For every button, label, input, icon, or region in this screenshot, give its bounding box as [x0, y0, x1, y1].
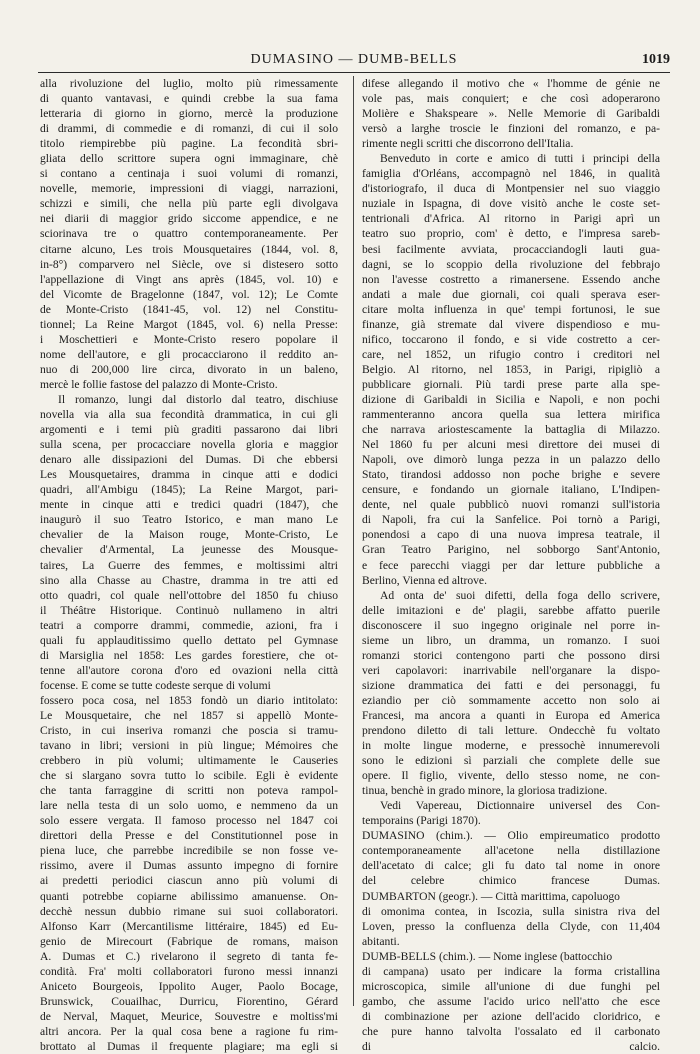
left-column-line: Le Mousquetaire, che nel 1857 si appellò Monte-: [40, 708, 338, 722]
right-column-line: di calcio.: [362, 1040, 660, 1053]
right-column-line: che pure hanno talvolta l'ossalato ed il carbonato: [362, 1024, 660, 1038]
left-column-line: quanti potrebbe copiarne abilissimo amanuense. On-: [40, 889, 338, 903]
right-column-line: dizione di Garibaldi in Sicilia e Napoli, e non pochi: [362, 392, 660, 406]
left-column-line: fossero poca cosa, nel 1853 fondò un diario intitolato:: [40, 693, 338, 707]
right-column-line: nifico, toccarono il fondo, e si vide costretto a cer-: [362, 332, 660, 346]
right-column-line: in molte lingue moderne, e pressochè innumerevoli: [362, 739, 660, 753]
left-column-line: mercè le follie fastose del palazzo di Monte-Cristo.: [40, 377, 278, 391]
left-column-line: argomenti e i temi più graditi passarono dai libri: [40, 423, 338, 437]
left-column-line: il Théâtre Historique. Continuò nullameno in altri: [40, 603, 338, 617]
right-column-line: rimente negli scritti che discorrono dell'Italia.: [362, 137, 574, 151]
right-column-line: d'istoriografo, il duca di Montpensier nel suo viaggio: [362, 182, 660, 196]
left-column-line: novelle, memorie, impressioni di viaggi, narrazioni,: [40, 182, 338, 196]
left-column-line: sulla scena, per procacciare novella gloria e maggior: [40, 438, 338, 452]
left-column-line: tionnel; La Reine Margot (1845, vol. 6) nella Presse:: [40, 317, 338, 331]
left-column-line: de Nerval, Maquet, Meurice, Souvestre e moltiss'mi: [40, 1009, 338, 1023]
right-column-line: Napoli, ove dimorò lunga pezza in un palazzo dello: [362, 453, 660, 467]
left-column-line: ai predetti periodici ciascun anno più volumi di: [40, 874, 338, 888]
header-rule: [38, 72, 670, 73]
left-column-line: denaro alle dissipazioni del Dumas. Di che ebbersi: [40, 453, 338, 467]
left-column-line: lare nella testa di un solo uomo, e nemmeno da un: [40, 799, 338, 813]
right-column-line: dagni, se lo scoppio della rivoluzione del febbrajo: [362, 257, 660, 271]
left-column: [40, 76, 338, 1054]
left-column-line: tenne all'autore corona d'oro ed ovazioni nella città: [40, 663, 338, 677]
left-column-line: novella via alla sua fecondità drammatica, in cui gli: [40, 408, 338, 422]
left-column-line: Les Mousquetaires, dramma in cinque atti e dodici: [40, 468, 338, 482]
left-column-line: otto quadri, col quale nell'ottobre del 1850 fu chiuso: [40, 588, 338, 602]
right-column-line: Benveduto in corte e amico di tutti i principi della: [380, 152, 660, 166]
left-column-line: sino alla Chasse au Chastre, dramma in tre atti ed: [40, 573, 338, 587]
right-column-line: dente, nel quale pubblicò nuovi romanzi sull'istoria: [362, 498, 660, 512]
left-column-line: focense. E come se tutte codeste serque di volumi: [40, 678, 271, 692]
right-column-line: besi facilmente avviata, procacciandogli lauti gua-: [362, 242, 660, 256]
left-column-line: si contano a centinaja i suoi volumi di romanzi,: [40, 167, 338, 181]
left-column-line: inaugurò il suo Teatro Istorico, e man mano Le: [40, 513, 338, 527]
column-divider: [353, 76, 354, 1006]
left-column-line: titolo riempirebbe più pagine. La fecondità sbri-: [40, 137, 338, 151]
left-column-line: nuo di 200,000 lire circa, divorato in un baleno,: [40, 362, 338, 376]
right-column-line: prendono diletto di tali letture. Ondecchè fu voltato: [362, 724, 660, 738]
left-column-line: l'appellazione di Vingt ans après (1845, vol. 10) e: [40, 272, 338, 286]
left-column-line: condità. Fra' molti collaboratori furono messi innanzi: [40, 964, 338, 978]
right-column-line: sieme un libro, un dramma, un romanzo. I suoi: [362, 633, 660, 647]
right-column-line: gambo, che assume l'acido urico nell'atto che esce: [362, 994, 660, 1008]
left-column-line: quali fu applauditissimo quello dettato pel Gymnase: [40, 633, 338, 647]
left-column-line: citarne alcuno, Les trois Mousquetaires (1844, vol. 8,: [40, 242, 338, 256]
right-column-line: finanze, già stremate dal vivere dispendioso e mu-: [362, 317, 660, 331]
right-column-line: Nel 1860 fu per alcuni mesi direttore dei musei di: [362, 438, 660, 452]
left-column-line: in-8°) comparvero nel Siècle, ove si distesero sotto: [40, 257, 338, 271]
right-column-line: nuziale in Ispagna, di dove visitò anche le coste set-: [362, 197, 660, 211]
left-column-line: taires, La Guerre des femmes, e moltissimi altri: [40, 558, 338, 572]
right-column-line: difese allegando il motivo che « l'homme de génie ne: [362, 77, 660, 90]
right-column-line: pubblicare giornali. Più tardi prese parte alla spe-: [362, 377, 660, 391]
left-column-line: di drammi, di commedie e di romanzi, di cui il solo: [40, 122, 338, 136]
left-column-line: sciorinava tre o quattro contemporaneamente. Per: [40, 227, 338, 241]
right-column-line: care, nel 1852, un rifugio contro i creditori nel: [362, 347, 660, 361]
left-column-line: letteraria di giorno in giorno, mercè la produzione: [40, 107, 338, 121]
right-column-line: abitanti.: [362, 934, 400, 948]
right-column-line: delle imitazioni e de' plagii, sarebbe affatto puerile: [362, 603, 660, 617]
right-column-line: del celebre chimico francese Dumas.: [362, 874, 660, 888]
right-column-line: dell'acetato di calce; gli fu dato tal nome in onore: [362, 859, 660, 873]
right-column-line: famiglia d'Orléans, accompagnò nel 1846, in qualità: [362, 167, 660, 181]
left-column-line: del Vicomte de Bragelonne (1847, vol. 12); Le Comte: [40, 287, 338, 301]
right-column-line: andati a male due giornali, coi quali sperava eser-: [362, 287, 660, 301]
right-column-line: citare molta influenza in que' tempi fortunosi, le sue: [362, 302, 660, 316]
page-number: 1019: [642, 52, 670, 67]
right-column-line: di omonima contea, in Iscozia, sulla sinistra riva del: [362, 904, 660, 918]
right-column-line: di campana) usato per indicare la forma cristallina: [362, 964, 660, 978]
right-column-line: di Napoli, fra cui la Sanfelice. Poi tornò a Parigi,: [362, 513, 660, 527]
left-column-line: piena luce, che parrebbe incredibile se non fosse ve-: [40, 844, 338, 858]
left-column-line: brottato al Dumas il frequente plagiare; ma egli si: [40, 1040, 338, 1053]
left-column-line: quadri, all'Ambigu (1845); La Reine Margot, pari-: [40, 483, 338, 497]
left-column-line: teatri a comporre drammi, commedie, azioni, fra i: [40, 618, 338, 632]
right-column-line: e fece parecchi viaggi per dar letture pubbliche a: [362, 558, 660, 572]
left-column-line: solo essere vergata. Il famoso processo nel 1847 coi: [40, 814, 338, 828]
right-column-line: di combinazione per azione dell'acido cloridrico, e: [362, 1009, 660, 1023]
left-column-line: chevalier de la Maison rouge, Monte-Cristo, Le: [40, 528, 338, 542]
left-column-line: Aniceto Bourgeois, Ippolito Auger, Paolo Bocage,: [40, 979, 338, 993]
left-column-line: Cristo, in cui inseriva romanzi che poscia si tramu-: [40, 724, 338, 738]
left-column-line: Brunswick, Couailhac, Durricu, Fiorentino, Gérard: [40, 994, 338, 1008]
right-column-line: vole pas, mais conquiert; e che così adoperarono: [362, 92, 660, 106]
left-column-line: crebbero in più volumi; ultimamente le Causeries: [40, 754, 338, 768]
right-column-line: Berlino, Vienna ed altrove.: [362, 573, 487, 587]
left-column-line: schizzi e simili, che nella più parte egli divolgava: [40, 197, 338, 211]
right-column-line: Ad onta de' suoi difetti, della foga dello scrivere,: [380, 588, 660, 602]
right-column-line: ponendosi a capo di una nuova impresa teatrale, il: [362, 528, 660, 542]
right-column-line: romanzi storici contengono parti che possono dirsi: [362, 648, 660, 662]
left-column-line: nei diarii di maggior grido siccome appendice, e ne: [40, 212, 338, 226]
right-column-line: tentrionali d'Africa. Al ritorno in Parigi aprì un: [362, 212, 660, 226]
right-column-line: contemporaneamente all'acetone nella distillazione: [362, 844, 660, 858]
left-column-line: direttori della Presse e del Constitutionnel pose in: [40, 829, 338, 843]
left-column-line: A. Dumas et C.) rivelarono il segreto di tanta fe-: [40, 949, 338, 963]
left-column-line: che tanta farraggine di scritti non poteva rampol-: [40, 784, 338, 798]
right-column-line: opere. Il figlio, vivente, dello stesso nome, ne con-: [362, 769, 660, 783]
right-column-line: che narrava ariostescamente la battaglia di Milazzo.: [362, 423, 660, 437]
right-column-line: teatro suo proprio, com' è detto, e l'impresa sareb-: [362, 227, 660, 241]
left-column-line: mente in cinque atti e tredici quadri (1847), che: [40, 498, 338, 512]
right-column-line: Loven, presso la confluenza della Clyde, con 11,404: [362, 919, 660, 933]
right-column-line: veri capolavori: inarrivabile nell'organare la dispo-: [362, 663, 660, 677]
left-column-line: gliata dello scrittore supera ogni immaginare, chè: [40, 152, 338, 166]
left-column-line: altri ancora. Per la qual cosa bene a ragione fu rim-: [40, 1024, 338, 1038]
right-column-line: disconoscere il suo ingegno originale nel porre in-: [362, 618, 660, 632]
right-column-line: versò a larghe troscie le finzioni del romanzo, e pa-: [362, 122, 660, 136]
right-column-line: Gran Teatro Parigino, nel sobborgo Sant'Antonio,: [362, 543, 660, 557]
left-column-line: decchè nessun dubbio rimane sui suoi collaboratori.: [40, 904, 338, 918]
left-column-line: che si slargano sovra tutto lo scibile. Egli è evidente: [40, 769, 338, 783]
right-column-line: microscopica, simile all'unione di due funghi pel: [362, 979, 660, 993]
left-column-line: de Monte-Cristo (1841-45, vol. 12) nel Constitu-: [40, 302, 338, 316]
left-column-line: nome dell'autore, e gli procacciarono il reddito an-: [40, 347, 338, 361]
right-column-line: sizione drammatica dei fatti e dei personaggi, fu: [362, 678, 660, 692]
right-column-line: censure, e fondando un giornale italiano, L'Indipen-: [362, 483, 660, 497]
right-column-line: tinua, benchè in grado minore, la gloriosa tradizione.: [362, 784, 608, 798]
right-column: [362, 76, 660, 1054]
right-column-line: DUMB-BELLS (chim.). — Nome inglese (battocchio: [362, 949, 613, 963]
left-column-line: tavano in libri; versioni in più lingue; Mémoires che: [40, 739, 338, 753]
right-column-line: sono le edizioni sì parziali che complete delle sue: [362, 754, 660, 768]
right-column-line: DUMBARTON (geogr.). — Città marittima, capoluogo: [362, 889, 620, 903]
right-column-line: DUMASINO (chim.). — Olio empireumatico prodotto: [362, 829, 660, 843]
right-column-line: Molière e Shakspeare ». Nelle Memorie di Garibaldi: [362, 107, 660, 121]
right-column-line: Stato, tirandosi addosso non poche brighe e severe: [362, 468, 660, 482]
left-column-line: genio de Mirecourt (Fabrique de romans, maison: [40, 934, 338, 948]
right-column-line: Vedi Vapereau, Dictionnaire universel des Con-: [380, 799, 660, 813]
right-column-line: eziandio per ciò sommamente accetto non solo ai: [362, 693, 660, 707]
right-column-line: non l'avesse costretto a rimanersene. Essendo anche: [362, 272, 660, 286]
right-column-line: temporains (Parigi 1870).: [362, 814, 481, 828]
right-column-line: rammenteranno ancora quella sua lettera mirifica: [362, 408, 660, 422]
left-column-line: i Moschettieri e Monte-Cristo resero popolare il: [40, 332, 338, 346]
header-title: DUMASINO — DUMB-BELLS: [250, 52, 458, 67]
left-column-line: alla rivoluzione del luglio, molto più rimessamente: [40, 77, 338, 90]
left-column-line: di Marsiglia nel 1858: Les gardes forestiere, che ot-: [40, 648, 338, 662]
left-column-line: chevalier d'Armental, La jeunesse des Mousque-: [40, 543, 338, 557]
left-column-line: Il romanzo, lungi dal distorlo dal teatro, dischiuse: [58, 392, 338, 406]
left-column-line: Alfonso Karr (Mercantilisme littéraire, 1845) ed Eu-: [40, 919, 338, 933]
right-column-line: Belgio. Al ritorno, nel 1853, in Parigi, ripigliò a: [362, 362, 660, 376]
left-column-line: rissimo, avere il Dumas assunto impegno di fornire: [40, 859, 338, 873]
left-column-line: di quanto vantavasi, e quindi crebbe la sua fama: [40, 92, 338, 106]
right-column-line: Francesi, ma ancora a quanti in Europa ed America: [362, 708, 660, 722]
